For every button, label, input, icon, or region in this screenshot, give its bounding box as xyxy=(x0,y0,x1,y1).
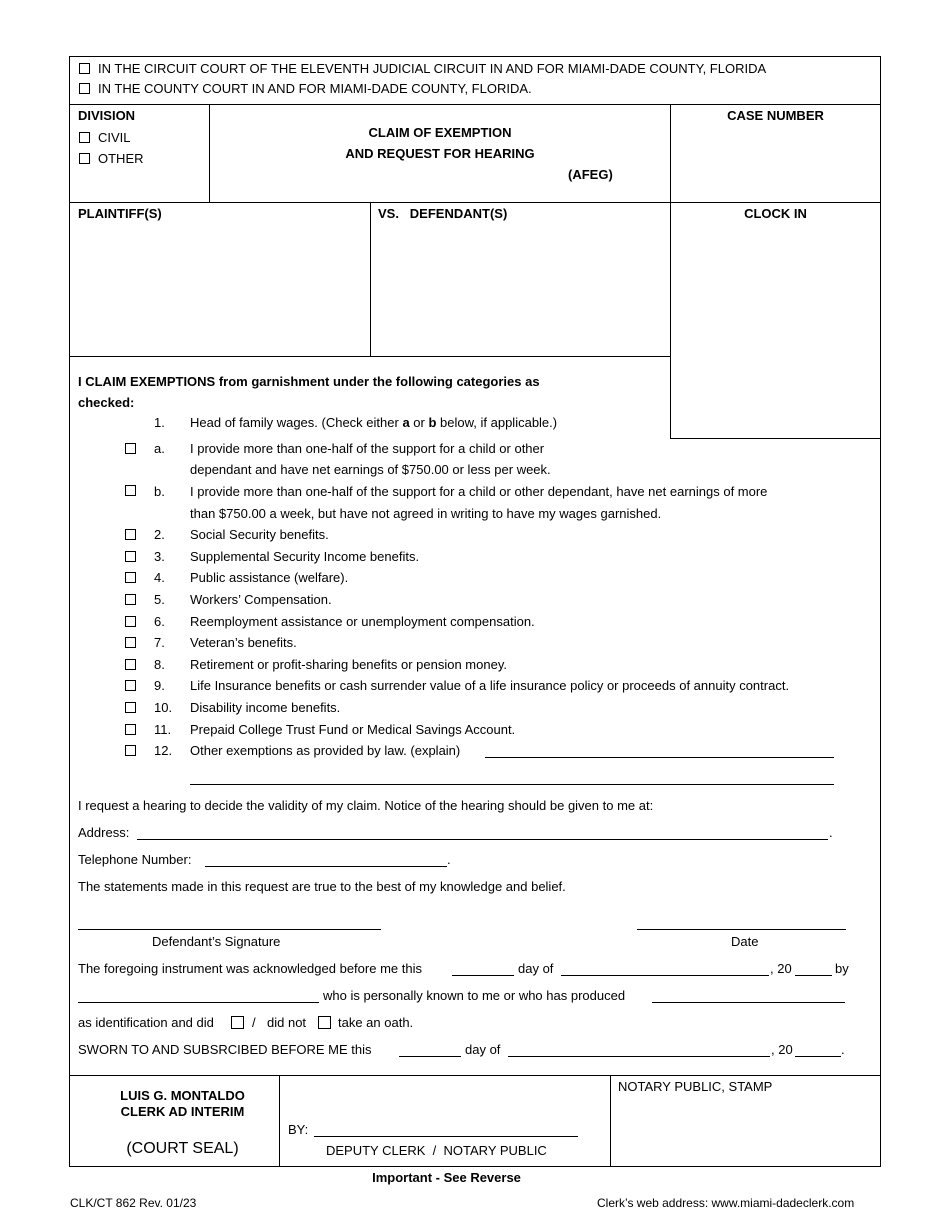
item-9-checkbox[interactable] xyxy=(125,680,136,691)
plaintiff-label: PLAINTIFF(S) xyxy=(78,206,162,221)
county-court-label: IN THE COUNTY COURT IN AND FOR MIAMI-DADE COUNTY, FLORIDA. xyxy=(98,81,532,96)
divider xyxy=(370,202,371,356)
item-3-number: 3. xyxy=(154,549,165,564)
form-title-line2: AND REQUEST FOR HEARING xyxy=(345,146,535,161)
circuit-court-label: IN THE CIRCUIT COURT OF THE ELEVENTH JUDICIAL CIRCUIT IN AND FOR MIAMI-DADE COUNTY, FLORIDA xyxy=(98,61,767,76)
ack-year-field[interactable] xyxy=(795,975,832,976)
oath-slash: / xyxy=(252,1015,256,1030)
item-8-checkbox[interactable] xyxy=(125,659,136,670)
claim-intro-line2: checked: xyxy=(78,395,135,410)
item-12-number: 12. xyxy=(154,743,173,758)
took-oath-checkbox[interactable] xyxy=(231,1016,244,1029)
signature-date-label: Date xyxy=(731,934,759,949)
acknowledged-person-field[interactable] xyxy=(78,1002,319,1003)
take-oath-label: take an oath. xyxy=(338,1015,414,1030)
did-not-label: did not xyxy=(267,1015,307,1030)
item-5-checkbox[interactable] xyxy=(125,594,136,605)
deputy-clerk-signature-field[interactable] xyxy=(314,1136,578,1137)
item-a-number: a. xyxy=(154,441,165,456)
divider xyxy=(670,438,881,439)
civil-checkbox[interactable] xyxy=(79,132,90,143)
divider xyxy=(69,356,671,357)
item-8-number: 8. xyxy=(154,657,165,672)
form-code: (AFEG) xyxy=(568,167,613,182)
deputy-clerk-label: DEPUTY CLERK / NOTARY PUBLIC xyxy=(326,1143,547,1158)
item-a-line1: I provide more than one-half of the support for a child or other xyxy=(190,441,545,456)
claim-intro-line1: I CLAIM EXEMPTIONS from garnishment under the following categories as xyxy=(78,374,540,389)
case-number-label: CASE NUMBER xyxy=(727,108,824,123)
identification-produced-field[interactable] xyxy=(652,1002,845,1003)
important-see-reverse: Important - See Reverse xyxy=(372,1170,521,1185)
item-2-text: Social Security benefits. xyxy=(190,527,329,542)
item-1-text xyxy=(190,415,557,431)
defendant-signature-field[interactable] xyxy=(78,929,381,930)
division-label: DIVISION xyxy=(78,108,136,123)
item-6-text: Reemployment assistance or unemployment compensation. xyxy=(190,614,535,629)
telephone-label: Telephone Number: xyxy=(78,852,192,867)
other-checkbox[interactable] xyxy=(79,153,90,164)
item-4-checkbox[interactable] xyxy=(125,572,136,583)
sworn-day-of-label: day of xyxy=(465,1042,501,1057)
form-id: CLK/CT 862 Rev. 01/23 xyxy=(70,1196,197,1210)
item-b-checkbox[interactable] xyxy=(125,485,136,496)
item-1-or: or xyxy=(409,415,429,430)
clerk-title: CLERK AD INTERIM xyxy=(120,1104,245,1119)
sworn-year-prefix: , 20 xyxy=(771,1042,793,1057)
address-label: Address: xyxy=(78,825,130,840)
item-4-text: Public assistance (welfare). xyxy=(190,570,349,585)
item-9-number: 9. xyxy=(154,678,165,693)
telephone-end: . xyxy=(447,852,451,867)
notary-stamp-label: NOTARY PUBLIC, STAMP xyxy=(618,1079,773,1094)
item-10-checkbox[interactable] xyxy=(125,702,136,713)
item-7-text: Veteran’s benefits. xyxy=(190,635,297,650)
item-a-line2: dependant and have net earnings of $750.00 or less per week. xyxy=(190,462,551,477)
ack-day-of-label: day of xyxy=(518,961,554,976)
item-8-text: Retirement or profit-sharing benefits or pension money. xyxy=(190,657,507,672)
divider xyxy=(69,202,881,203)
item-1-text-pre: Head of family wages. (Check either xyxy=(190,415,403,430)
item-3-checkbox[interactable] xyxy=(125,551,136,562)
item-1-a: a xyxy=(402,415,410,430)
other-label: OTHER xyxy=(98,151,144,166)
divider xyxy=(69,104,881,105)
item-12-text: Other exemptions as provided by law. (explain) xyxy=(190,743,461,758)
hearing-request-text: I request a hearing to decide the validity of my claim. Notice of the hearing should be given to me at: xyxy=(78,798,654,813)
item-3-text: Supplemental Security Income benefits. xyxy=(190,549,420,564)
ack-year-prefix: , 20 xyxy=(770,961,792,976)
identification-text: as identification and did xyxy=(78,1015,214,1030)
address-field[interactable] xyxy=(137,839,828,840)
item-b-line1: I provide more than one-half of the support for a child or other dependant, have net earnings of more xyxy=(190,484,768,499)
item-5-text: Workers’ Compensation. xyxy=(190,592,332,607)
other-exemptions-explain-field[interactable] xyxy=(485,757,834,758)
item-7-checkbox[interactable] xyxy=(125,637,136,648)
acknowledgement-text: The foregoing instrument was acknowledged before me this xyxy=(78,961,422,976)
sworn-text: SWORN TO AND SUBSRCIBED BEFORE ME this xyxy=(78,1042,372,1057)
item-10-number: 10. xyxy=(154,700,173,715)
telephone-field[interactable] xyxy=(205,866,447,867)
did-not-oath-checkbox[interactable] xyxy=(318,1016,331,1029)
item-1-text-post: below, if applicable.) xyxy=(436,415,558,430)
divider xyxy=(69,1075,881,1076)
item-4-number: 4. xyxy=(154,570,165,585)
sworn-end: . xyxy=(841,1042,845,1057)
address-end: . xyxy=(829,825,833,840)
by-label: BY: xyxy=(288,1122,309,1137)
circuit-court-checkbox[interactable] xyxy=(79,63,90,74)
divider xyxy=(610,1075,611,1166)
item-6-checkbox[interactable] xyxy=(125,616,136,627)
item-a-checkbox[interactable] xyxy=(125,443,136,454)
sworn-year-field[interactable] xyxy=(795,1056,841,1057)
sworn-month-field[interactable] xyxy=(508,1056,770,1057)
item-10-text: Disability income benefits. xyxy=(190,700,341,715)
item-b-number: b. xyxy=(154,484,165,499)
defendant-signature-label: Defendant’s Signature xyxy=(152,934,281,949)
civil-label: CIVIL xyxy=(98,130,131,145)
sworn-day-field[interactable] xyxy=(399,1056,461,1057)
divider xyxy=(670,104,671,438)
ack-day-field[interactable] xyxy=(452,975,514,976)
signature-date-field[interactable] xyxy=(637,929,846,930)
form-title-line1: CLAIM OF EXEMPTION xyxy=(368,125,512,140)
court-seal-label: (COURT SEAL) xyxy=(126,1140,239,1157)
web-address: Clerk’s web address: www.miami-dadeclerk.com xyxy=(597,1196,855,1210)
defendant-label: VS. DEFENDANT(S) xyxy=(378,206,508,221)
item-11-number: 11. xyxy=(154,722,172,737)
item-1-number: 1. xyxy=(154,415,165,430)
clock-in-label: CLOCK IN xyxy=(744,206,807,221)
item-2-checkbox[interactable] xyxy=(125,529,136,540)
county-court-checkbox[interactable] xyxy=(79,83,90,94)
other-exemptions-explain-field-2[interactable] xyxy=(190,784,834,785)
item-5-number: 5. xyxy=(154,592,165,607)
item-2-number: 2. xyxy=(154,527,165,542)
personally-known-text: who is personally known to me or who has produced xyxy=(323,988,626,1003)
item-11-text: Prepaid College Trust Fund or Medical Savings Account. xyxy=(190,722,516,737)
item-11-checkbox[interactable] xyxy=(125,724,136,735)
ack-by-label: by xyxy=(835,961,849,976)
item-12-checkbox[interactable] xyxy=(125,745,136,756)
item-1-b: b xyxy=(428,415,437,430)
item-6-number: 6. xyxy=(154,614,165,629)
clerk-name: LUIS G. MONTALDO xyxy=(120,1088,245,1103)
item-7-number: 7. xyxy=(154,635,165,650)
item-b-line2: than $750.00 a week, but have not agreed in writing to have my wages garnished. xyxy=(190,506,662,521)
item-9-text: Life Insurance benefits or cash surrender value of a life insurance policy or proceeds of annuity contract. xyxy=(190,678,790,693)
truth-statement: The statements made in this request are true to the best of my knowledge and belief. xyxy=(78,879,566,894)
ack-month-field[interactable] xyxy=(561,975,769,976)
